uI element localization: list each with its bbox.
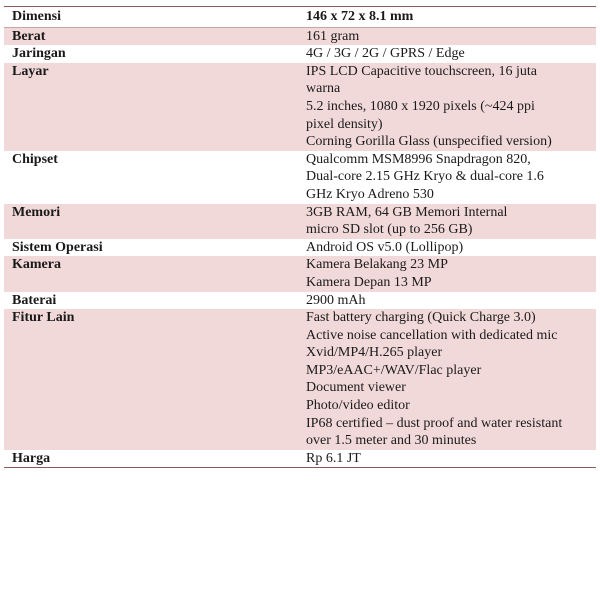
spec-value-line: Dual-core 2.15 GHz Kryo & dual-core 1.6	[306, 169, 544, 185]
spec-value-line: 5.2 inches, 1080 x 1920 pixels (~424 ppi	[306, 98, 535, 114]
spec-label: Baterai	[12, 292, 57, 308]
spec-value-line: Rp 6.1 JT	[306, 450, 361, 466]
spec-row	[4, 239, 596, 257]
spec-value-line: micro SD slot (up to 256 GB)	[306, 222, 473, 238]
spec-value-line: 3GB RAM, 64 GB Memori Internal	[306, 204, 508, 220]
spec-value-line: Fast battery charging (Quick Charge 3.0)	[306, 310, 536, 326]
spec-value-line: Corning Gorilla Glass (unspecified version)	[306, 134, 552, 150]
spec-value-line: Photo/video editor	[306, 398, 410, 414]
spec-value-line: GHz Kryo Adreno 530	[306, 186, 434, 202]
spec-row	[4, 450, 596, 468]
spec-value-line: warna	[306, 81, 341, 97]
spec-row	[4, 309, 596, 450]
spec-value	[304, 309, 596, 450]
spec-value	[304, 239, 596, 257]
spec-value-line: Document viewer	[306, 380, 406, 396]
spec-label: Chipset	[12, 151, 58, 167]
spec-label: Layar	[12, 63, 49, 79]
spec-row	[4, 292, 596, 310]
spec-value-line: IPS LCD Capacitive touchscreen, 16 juta	[306, 63, 537, 79]
spec-value	[304, 204, 596, 239]
spec-value-line: over 1.5 meter and 30 minutes	[306, 433, 477, 449]
spec-value-line: 146 x 72 x 8.1 mm	[306, 9, 414, 24]
spec-row	[4, 7, 596, 28]
spec-row	[4, 256, 596, 291]
spec-row	[4, 63, 596, 151]
spec-row	[4, 28, 596, 46]
spec-label: Kamera	[12, 257, 61, 273]
spec-row	[4, 204, 596, 239]
spec-label: Jaringan	[12, 46, 66, 62]
spec-value-line: pixel density)	[306, 116, 383, 132]
spec-label: Berat	[12, 28, 46, 44]
spec-value-line: Active noise cancellation with dedicated mic	[306, 327, 558, 343]
spec-value	[304, 151, 596, 204]
spec-value-line: Qualcomm MSM8996 Snapdragon 820,	[306, 151, 531, 167]
spec-value-line: Android OS v5.0 (Lollipop)	[306, 239, 464, 255]
spec-value-line: 4G / 3G / 2G / GPRS / Edge	[306, 46, 465, 62]
spec-value-line: Kamera Depan 13 MP	[306, 274, 432, 290]
spec-table	[4, 6, 596, 468]
spec-value	[304, 28, 596, 46]
spec-label: Sistem Operasi	[12, 239, 103, 255]
spec-value	[304, 450, 596, 468]
spec-label: Dimensi	[12, 9, 61, 24]
spec-value-line: IP68 certified – dust proof and water resistant	[306, 415, 563, 431]
spec-row	[4, 45, 596, 63]
spec-value	[304, 45, 596, 63]
spec-value-line: Kamera Belakang 23 MP	[306, 257, 448, 273]
spec-value-line: Xvid/MP4/H.265 player	[306, 345, 443, 361]
spec-value-line: MP3/eAAC+/WAV/Flac player	[306, 362, 482, 378]
spec-value-line: 2900 mAh	[306, 292, 366, 308]
spec-value	[304, 7, 596, 27]
spec-value	[304, 63, 596, 151]
spec-value-line: 161 gram	[306, 28, 360, 44]
spec-value	[304, 292, 596, 310]
spec-row	[4, 151, 596, 204]
spec-value	[304, 256, 596, 291]
spec-label: Memori	[12, 204, 61, 220]
spec-label: Harga	[12, 450, 51, 466]
spec-label: Fitur Lain	[12, 310, 75, 326]
